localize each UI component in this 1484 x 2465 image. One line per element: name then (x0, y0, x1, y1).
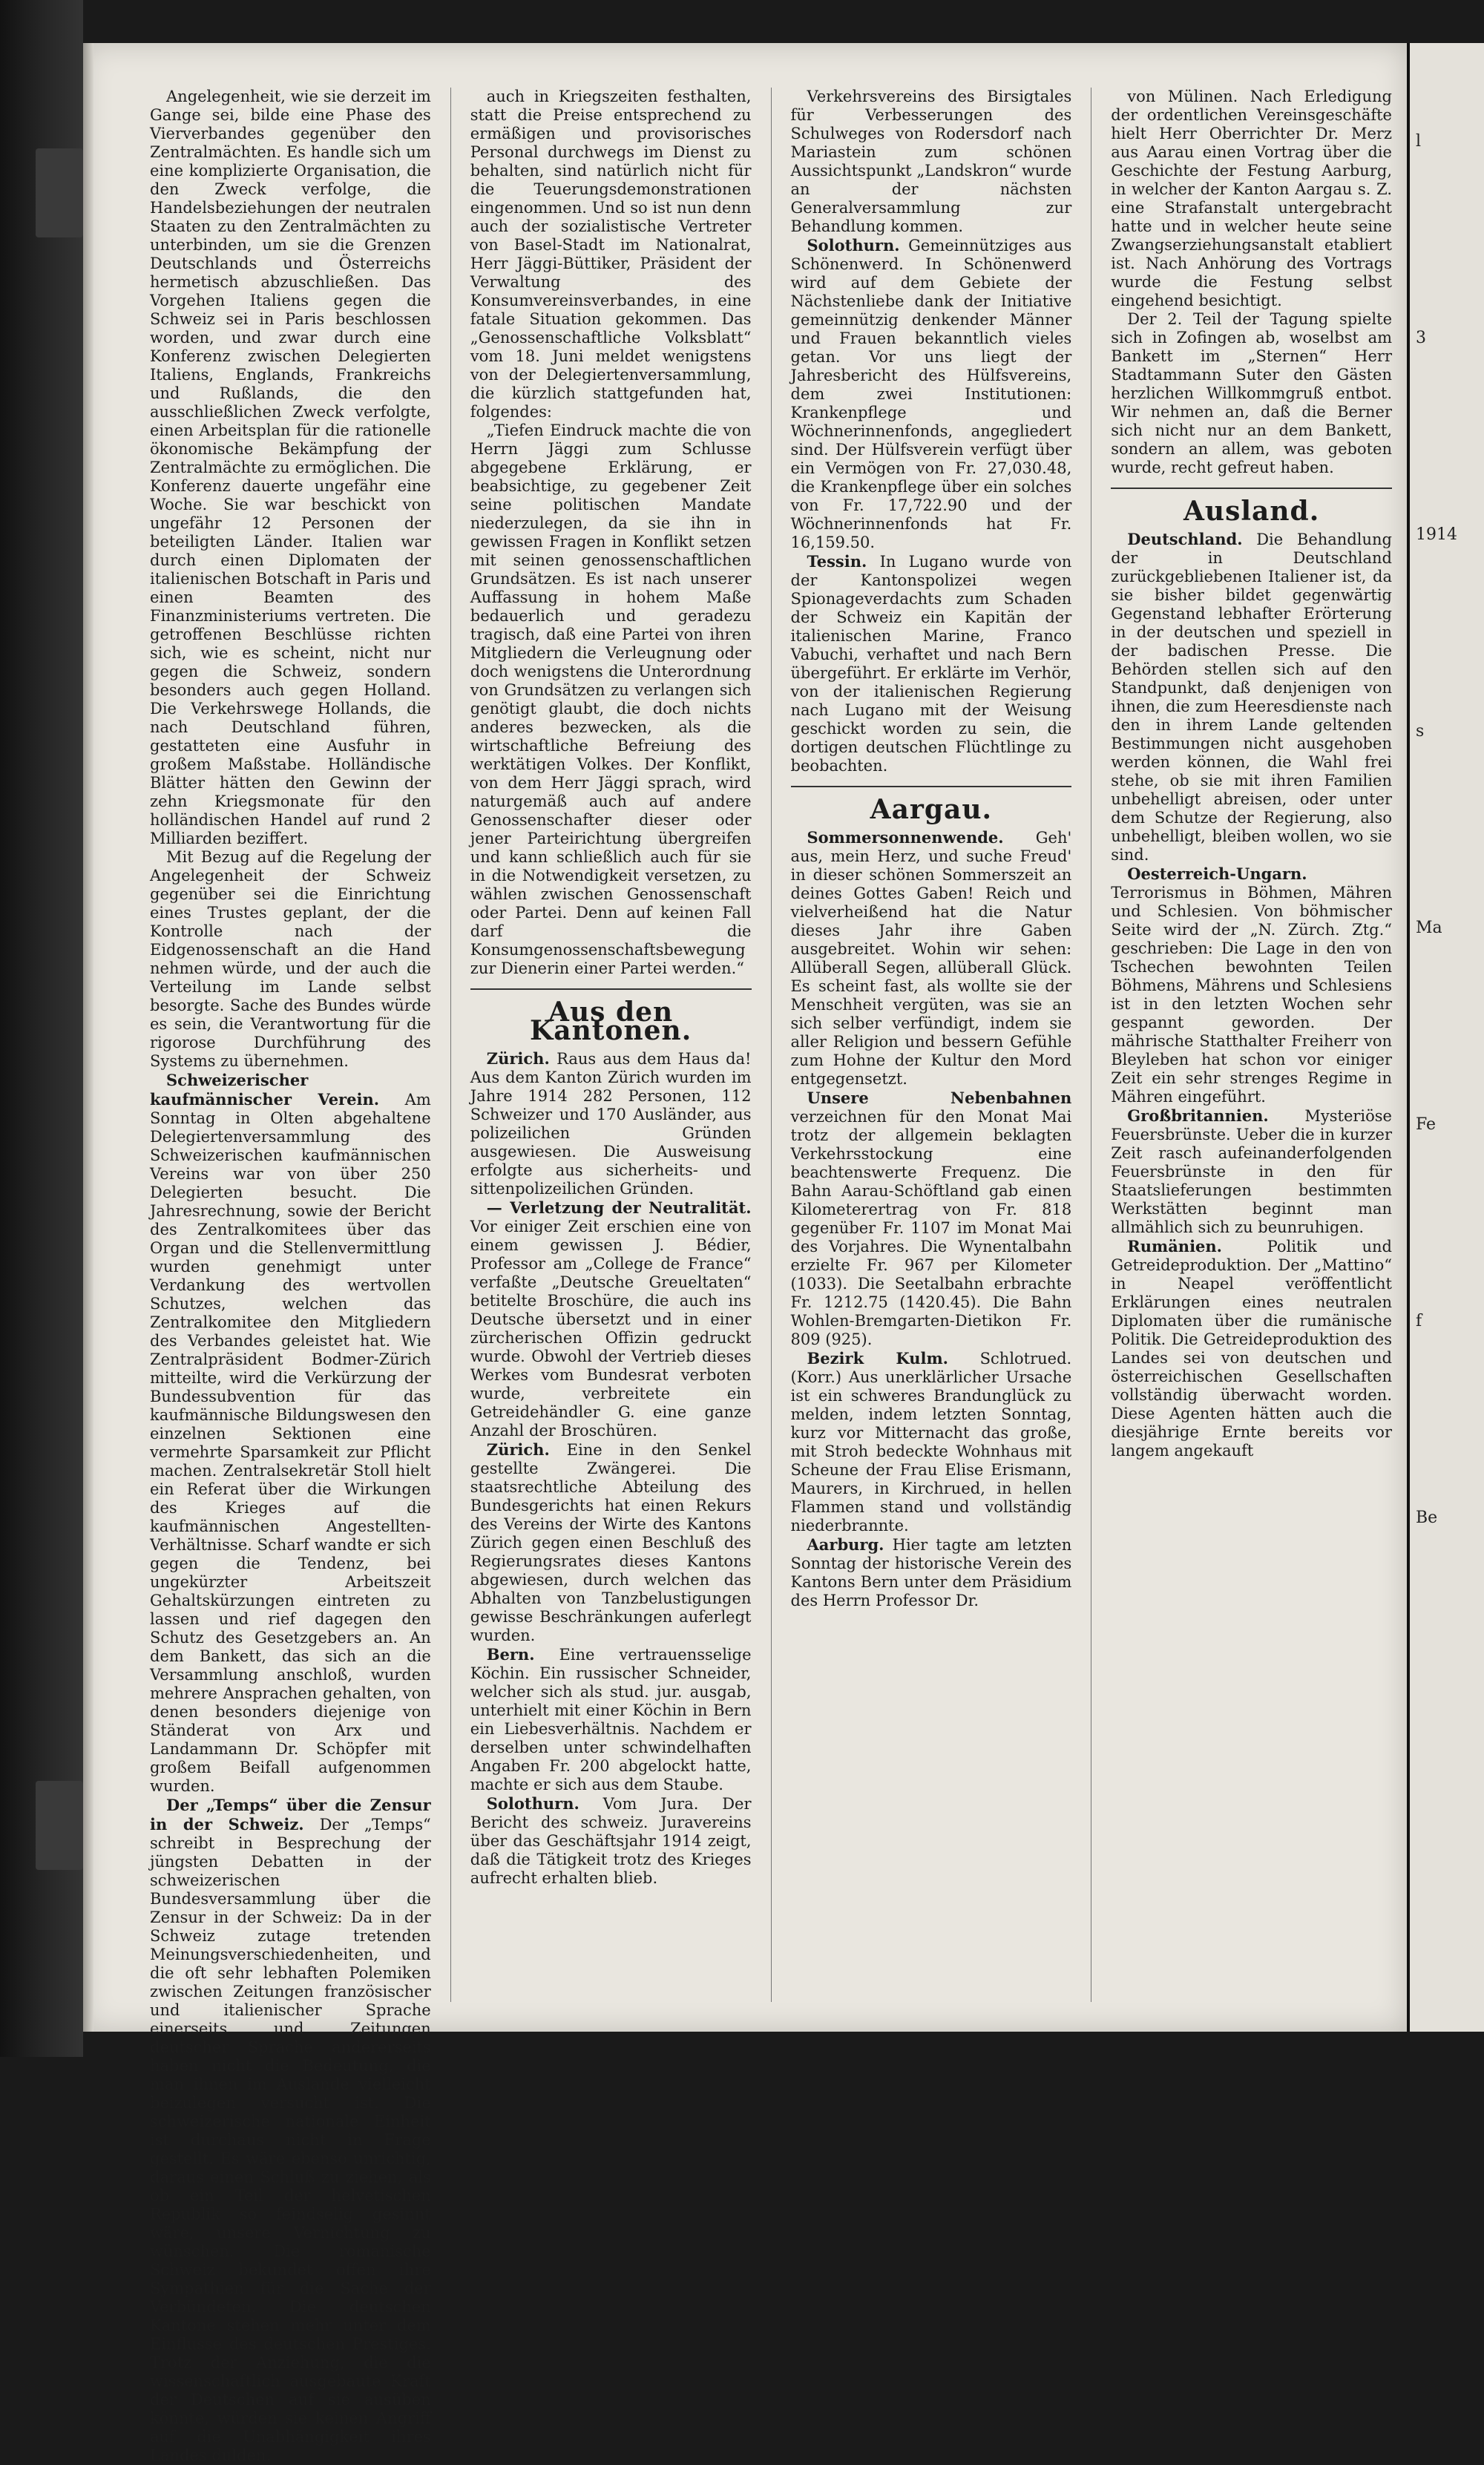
newspaper-page (83, 43, 1407, 2464)
article-paragraph (470, 1049, 752, 1198)
paragraph-text: Am Sonntag in Olten abgehaltene Delegiertenversammlung des Schweizerischen kaufmännischen Vereins war von über 250 Delegierten besucht. Die Jahresrechnung, sowie der Bericht des Zentralkomitees über das Organ und die Stellenvermittlung wurden genehmigt unter Verdankung des wertvollen Schutzes, welchen das Zentralkomitee den Mitgliedern des Verbandes geleistet hat. Wie Zentralpräsident Bodmer-Zürich mitteilte, wird die Verkürzung der Bundessubvention für das kaufmännische Bildungswesen den einzelnen Sektionen eine vermehrte Sparsamkeit zur Pflicht machen. Zentralsekretär Stoll hielt ein Referat über die Wirkungen des Krieges auf die kaufmännischen Angestellten-Verhältnisse. Scharf wandte er sich gegen die Tendenz, bei ungekürzter Arbeitszeit Gehaltskürzungen eintreten zu lassen und rief dagegen den Schutz des Gesetzgebers an. An dem Bankett, das sich an die Versammlung anschloß, wurden mehrere Ansprachen gehalten, von denen besonders diejenige von Ständerat von Arx und Landammann Dr. Schöpfer mit großem Beifall aufgenommen wurden. (150, 1091, 431, 1795)
paragraph-text: In Lugano wurde von der Kantonspolizei wegen Spionageverdachts zum Schaden der Schweiz ein Kapitän der italienischen Marine, Franco Vabuchi, verhaftet und nach Bern übergeführt. Er erklärte im Verhör, von der italienischen Regierung nach Lugano mit der Weisung geschickt worden zu sein, die dortigen deutschen Flüchtlinge zu beobachten. (790, 553, 1072, 775)
paragraph-lead: Deutschland. (1127, 530, 1243, 548)
paragraph-lead: Oesterreich-Ungarn. (1127, 864, 1307, 883)
section-rule (470, 988, 752, 990)
paragraph-lead: Zürich. (486, 1440, 550, 1459)
article-paragraph (1111, 1237, 1392, 1460)
paragraph-lead: Der „Temps“ über die Zensur in der Schweiz. (150, 1796, 431, 1834)
section-heading: Ausland. (1183, 496, 1320, 527)
paragraph-text: auch in Kriegszeiten festhalten, statt die Preise entsprechend zu ermäßigen und provisorisches Personal durchwegs im Dienst zu behalten, sind natürlich nicht für die Teuerungsdemonstrationen eingenommen. Und so ist nun denn auch der sozialistische Vertreter von Basel-Stadt im Nationalrat, Herr Jäggi-Büttiker, Präsident der Verwaltung des Konsumvereinsverbandes, in eine fatale Situation gekommen. Das „Genossenschaftliche Volksblatt“ vom 18. Juni meldet wenigstens von der Delegiertenversammlung, die kürzlich stattgefunden hat, folgendes: (470, 88, 752, 421)
paragraph-lead: Schweizerischer kaufmännischer Verein. (150, 1071, 380, 1109)
newspaper-column (150, 88, 431, 2464)
paragraph-lead: Bezirk Kulm. (807, 1349, 948, 1368)
adjacent-page-fragment: 1914 (1416, 525, 1457, 544)
article-paragraph (1111, 1106, 1392, 1237)
paragraph-lead: Großbritannien. (1127, 1106, 1269, 1125)
paragraph-text: Mit Bezug auf die Regelung der Angelegenheit der Schweiz gegenüber sei die Einrichtung eines Trustes geplant, der die Kontrolle nach der Eidgenossenschaft an die Hand nehmen würde, und der auch die Verteilung im Lande selbst besorgte. Sache des Bundes würde es sein, die Verantwortung für die rigorose Durchführung des Systems zu übernehmen. (150, 848, 431, 1070)
adjacent-page-fragment: l (1416, 132, 1422, 151)
paragraph-lead: Solothurn. (486, 1794, 580, 1813)
newspaper-column (1111, 88, 1392, 2002)
article-paragraph (470, 421, 752, 978)
scanner-clip (36, 148, 83, 237)
paragraph-text: Raus aus dem Haus da! Aus dem Kanton Zürich wurden im Jahre 1914 282 Personen, 112 Schweizer und 170 Ausländer, aus polizeilichen Gründen ausgewiesen. Die Ausweisung erfolgte aus sicherheits- und sittenpolizeilichen Gründen. (470, 1050, 752, 1198)
adjacent-page-fragment: 3 (1416, 329, 1426, 347)
paragraph-text: Politik und Getreideproduktion. Der „Mattino“ in Neapel veröffentlicht Erklärungen eines neutralen Diplomaten über die rumänische Politik. Die Getreideproduktion des Landes sei von deutschen und österreichischen Gesellschaften vollständig überwacht worden. Diese Agenten hätten auch die diesjährige Ernte bereits vor langem angekauft (1111, 1238, 1392, 1460)
paragraph-text: Der 2. Teil der Tagung spielte sich in Zofingen ab, woselbst am Bankett im „Sternen“ Herr Stadtammann Suter den Gästen herzlichen Willkommgruß entbot. Wir nehmen an, daß die Berner sich nicht nur an dem Bankett, sondern an allem, was geboten wurde, recht gefreut haben. (1111, 310, 1392, 476)
paragraph-lead: Bern. (486, 1645, 535, 1664)
page-crease (83, 43, 93, 2032)
article-paragraph (791, 552, 1072, 775)
paragraph-lead: — Verletzung der Neutralität. (486, 1198, 752, 1217)
paragraph-text: Eine vertrauensselige Köchin. Ein russischer Schneider, welcher sich als stud. jur. ausgab, unterhielt mit einer Köchin in Bern ein Liebesverhältnis. Nachdem er derselben unter schwindelhaften Angaben Fr. 200 abgelockt hatte, machte er sich aus dem Staube. (470, 1646, 752, 1793)
newspaper-column (791, 88, 1072, 2002)
article-paragraph (1111, 88, 1392, 310)
paragraph-lead: Rumänien. (1127, 1237, 1222, 1256)
paragraph-text: Geh' aus, mein Herz, und suche Freud' in dieser schönen Sommerszeit an deines Gottes Gaben! Reich und vielverheißend hat die Natur dieses Jahr ihre Gaben ausgebreitet. Wohin wir sehen: Allüberall Segen, allüberall Glück. Es scheint fast, als wollte sie der Menschheit vergüten, was sie an sich selber verfündigt, indem sie aller Religion und bessern Gefühle zum Hohne der Kultur den Mord entgegensetzt. (790, 829, 1072, 1088)
paragraph-lead: Zürich. (486, 1049, 550, 1068)
section-rule (1111, 488, 1392, 489)
section-heading: Aargau. (870, 794, 993, 825)
article-paragraph (470, 88, 752, 421)
paragraph-text: Eine in den Senkel gestellte Zwängerei. Die staatsrechtliche Abteilung des Bundesgerichts hat einen Rekurs des Vereins der Wirte des Kantons Zürich gegen einen Beschluß des Regierungsrates dieses Kantons abgewiesen, durch welchen das Abhalten von Tanzbelustigungen gewisse Beschränkungen auferlegt wurden. (470, 1441, 752, 1644)
adjacent-page-fragment: f (1416, 1312, 1422, 1330)
article-paragraph (1111, 530, 1392, 864)
paragraph-text: Hier tagte am letzten Sonntag der historische Verein des Kantons Bern unter dem Präsidium des Herrn Professor Dr. (790, 1536, 1072, 1609)
paragraph-text: Mysteriöse Feuersbrünste. Ueber die in kurzer Zeit rasch aufeinanderfolgenden Feuersbrünste in den für Staatslieferungen bestimmten Werkstätten beginnt man allmählich sich zu beunruhigen. (1111, 1107, 1392, 1236)
paragraph-text: Schlotrued. (Korr.) Aus unerklärlicher Ursache ist ein schweres Brandunglück zu melden, indem letzten Sonntag, kurz vor Mitternacht das große, mit Stroh bedeckte Wohnhaus mit Scheune der Frau Elise Erismann, Maurers, in Kirchrued, in hellen Flammen stand und vollständig niederbrannte. (790, 1350, 1072, 1535)
adjacent-page-fragment: s (1416, 722, 1425, 741)
article-paragraph (470, 1645, 752, 1794)
newspaper-column (470, 88, 752, 2002)
article-paragraph (791, 88, 1072, 236)
paragraph-lead: Aarburg. (807, 1535, 884, 1554)
paragraph-text: Der „Temps“ schreibt in Besprechung der jüngsten Debatten in der schweizerischen Bundesversammlung über die Zensur in der Schweiz: Da in der Schweiz zutage tretenden Meinungsverschiedenheiten, und die oft sehr lebhaften Polemiken zwischen Zeitungen französischer und italienischer Sprache einerseits und Zeitungen deutscher Sprache andererseits haben nicht die Bedeutung, die man ihnen im Auslande vielleicht beizulegen versucht ist. Die schweizerische nationale Einheit ist durchaus nicht in Frage gestellt. Es wäre ebenso unrichtig, daraus einen Schluß zu ziehen, als ob ein Teil der helvetischen Republik so feindselig gesinnt wäre, unsere Vernichtung zu wünschen. Die romanische Schweiz bekundet offen ihre Sympathien für die Sache der Verbündeten. Die deutschen Kantone stehen mehr unter dem Einflusse des deutschen Prestiges. Trotz der Anziehung, die die wissenschaftlich ausgebaute Kraft der Deutschen auf sie ausüben könnte, würden sie keinen Angriff auf die Unabhängigkeit ihres Landes dulden. (150, 1816, 431, 2464)
paragraph-text: „Tiefen Eindruck machte die von Herrn Jäggi zum Schlusse abgegebene Erklärung, er beabsichtige, zu gegebener Zeit seine politischen Mandate niederzulegen, da sie ihn in gewissen Fragen in Konflikt setzen mit seinen genossenschaftlichen Grundsätzen. Es ist nach unserer Auffassung in hohem Maße bedauerlich und geradezu tragisch, daß eine Partei von ihren Mitgliedern die Verleugnung oder doch wenigstens die Unterordnung von Grundsätzen zu verlangen sich genötigt glaubt, die doch nichts anderes bezwecken, als die wirtschaftliche Befreiung des werktätigen Volkes. Der Konflikt, von dem Herr Jäggi sprach, wird naturgemäß auch auf andere Genossenschafter dieser oder jener Parteirichtung übergreifen und kann schließlich auch für sie in die Notwendigkeit versetzen, zu wählen zwischen Genossenschaft oder Partei. Denn auf keinen Fall darf die Konsumgenossenschaftsbewegung zur Dienerin einer Partei werden.“ (470, 421, 752, 977)
column-container (150, 88, 1392, 2464)
paragraph-lead: Sommersonnenwende. (807, 828, 1004, 847)
adjacent-page-edge (1410, 43, 1484, 2032)
article-paragraph (470, 1794, 752, 1888)
section-heading: Aus den Kantonen. (530, 997, 692, 1046)
article-paragraph (150, 848, 431, 1071)
paragraph-text: Vom Jura. Der Bericht des schweiz. Juravereins über das Geschäftsjahr 1914 zeigt, daß die Tätigkeit trotz des Krieges aufrecht erhalten blieb. (470, 1795, 752, 1887)
article-paragraph (791, 1089, 1072, 1349)
section-rule (791, 786, 1072, 787)
paragraph-text: Terrorismus in Böhmen, Mähren und Schlesien. Von böhmischer Seite wird der „N. Zürch. Ztg.“ geschrieben: Die Lage in den von Tschechen bewohnten Teilen Böhmens, Mährens und Schlesiens ist in den letzten Wochen sehr gespannt geworden. Der mährische Statthalter Freiherr von Bleyleben hat schon vor einiger Zeit ein sehr strenges Regime in Mähren eingeführt. (1111, 884, 1392, 1106)
article-paragraph (791, 1349, 1072, 1535)
paragraph-text: Die Behandlung der in Deutschland zurückgebliebenen Italiener ist, da sie bisher bildet gegenwärtig Gegenstand lebhafter Erörterung in der deutschen und speziell in der badischen Presse. Die Behörden stellen sich auf den Standpunkt, daß denjenigen von ihnen, die zum Heeresdienste nach den in ihrem Lande geltenden Bestimmungen nicht ausgehoben werden können, die Wahl frei stehe, ob sie mit ihren Familien unbehelligt abreisen, oder unter dem Schutze der Regierung, also unbehelligt, bleiben wollen, wo sie sind. (1111, 531, 1392, 864)
column-rule (771, 88, 772, 2002)
paragraph-text: Angelegenheit, wie sie derzeit im Gange sei, bilde eine Phase des Vierverbandes gegenüber den Zentralmächten. Es handle sich um eine komplizierte Organisation, die den Zweck verfolge, die Handelsbeziehungen der neutralen Staaten zu den Zentralmächten zu unterbinden, um sie die Grenzen Deutschlands und Österreichs hermetisch abzuschließen. Das Vorgehen Italiens gegen die Schweiz sei in Paris beschlossen worden, und zwar durch eine Konferenz zwischen Delegierten Italiens, Englands, Frankreichs und Rußlands, die den ausschließlichen Zweck verfolgte, einen Arbeitsplan für die rationelle ökonomische Bekämpfung der Zentralmächte zu ermöglichen. Die Konferenz dauerte ungefähr eine Woche. Sie war beschickt von ungefähr 12 Personen der beteiligten Länder. Italien war durch einen Diplomaten der italienischen Botschaft in Paris und einen Beamten des Finanzministeriums vertreten. Die getroffenen Beschlüsse richten sich, wie es scheint, nicht nur gegen die Schweiz, sondern besonders auch gegen Holland. Die Verkehrswege Hollands, die nach Deutschland führen, gestatteten eine Ausfuhr in großem Maßstabe. Holländische Blätter hätten den Gewinn der zehn Kriegsmonate für den holländischen Handel auf rund 2 Milliarden beziffert. (150, 88, 431, 847)
paragraph-text: verzeichnen für den Monat Mai trotz der allgemein beklagten Verkehrsstockung eine beachtenswerte Frequenz. Die Bahn Aarau-Schöftland gab einen Kilometerertrag von Fr. 818 gegenüber Fr. 1107 im Monat Mai des Vorjahres. Die Wynentalbahn erzielte Fr. 967 per Kilometer (1033). Die Seetalbahn erbrachte Fr. 1212.75 (1420.45). Die Bahn Wohlen-Bremgarten-Dietikon Fr. 809 (925). (790, 1108, 1072, 1348)
adjacent-page-fragment: Ma (1416, 919, 1442, 937)
article-paragraph (150, 1071, 431, 1796)
article-paragraph (150, 88, 431, 848)
paragraph-lead: Tessin. (807, 552, 867, 571)
article-paragraph (470, 1198, 752, 1440)
scanner-clip (36, 1781, 83, 1870)
article-paragraph (791, 236, 1072, 552)
paragraph-lead: Solothurn. (807, 236, 900, 255)
article-paragraph (1111, 864, 1392, 1106)
paragraph-text: von Mülinen. Nach Erledigung der ordentlichen Vereinsgeschäfte hielt Herr Oberrichter Dr. Merz aus Aarau einen Vortrag über die Geschichte der Festung Aarburg, in welcher der Kanton Aargau s. Z. eine Strafanstalt untergebracht hatte und in welcher heute seine Zwangserziehungsanstalt etabliert ist. Nach Anhörung des Vortrags wurde die Festung selbst eingehend besichtigt. (1111, 88, 1392, 309)
article-paragraph (470, 1440, 752, 1645)
article-paragraph (791, 828, 1072, 1089)
adjacent-page-fragment: Be (1416, 1509, 1438, 1527)
paragraph-text: Vor einiger Zeit erschien eine von einem gewissen J. Bédier, Professor am „College de France“ verfaßte „Deutsche Greueltaten“ betitelte Broschüre, die auch ins Deutsche übersetzt und in einer zürcherischen Offizin gedruckt wurde. Obwohl der Vertrieb dieses Werkes vom Bundesrat verboten wurde, verbreitete ein Getreidehändler G. eine ganze Anzahl der Broschüren. (470, 1218, 752, 1440)
adjacent-page-fragment: Fe (1416, 1115, 1437, 1134)
scanner-bed-left (0, 0, 83, 2057)
paragraph-lead: Unsere Nebenbahnen (807, 1089, 1072, 1107)
column-rule (450, 88, 451, 2002)
article-paragraph (1111, 310, 1392, 477)
paragraph-text: Verkehrsvereins des Birsigtales für Verbesserungen des Schulweges von Rodersdorf nach Mariastein zum schönen Aussichtspunkt „Landskron“ wurde an der nächsten Generalversammlung zur Behandlung kommen. (790, 88, 1072, 235)
paragraph-text: Gemeinnütziges aus Schönenwerd. In Schönenwerd wird auf dem Gebiete der Nächstenliebe dank der Initiative gemeinnützig denkender Männer und Frauen bekanntlich vieles getan. Vor uns liegt der Jahresbericht des Hülfsvereins, dem zwei Institutionen: Krankenpflege und Wöchnerinnenfonds, angegliedert sind. Der Hülfsverein verfügt über ein Vermögen von Fr. 27,030.48, die Krankenpflege über ein solches von Fr. 17,722.90 und der Wöchnerinnenfonds hat Fr. 16,159.50. (790, 237, 1072, 551)
article-paragraph (791, 1535, 1072, 1610)
article-paragraph (150, 1796, 431, 2465)
